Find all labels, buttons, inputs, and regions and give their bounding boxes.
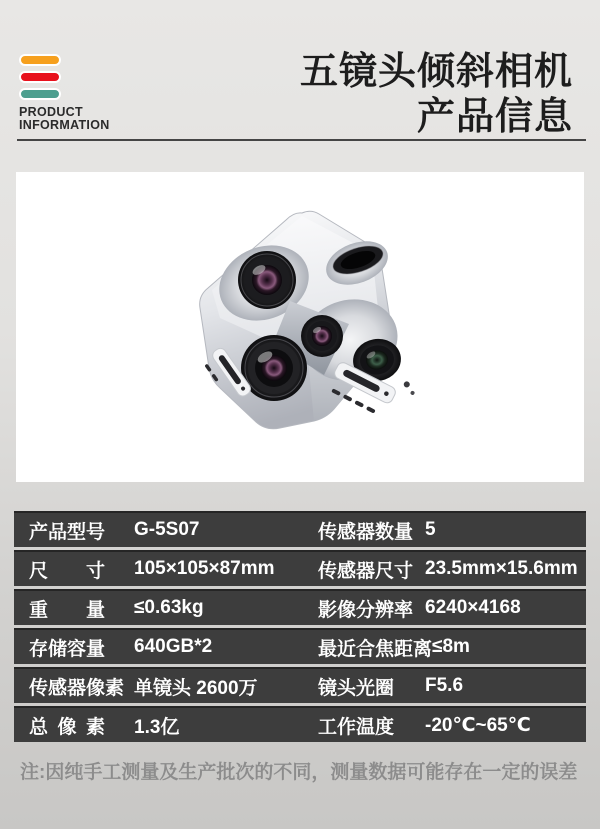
brand-text-line2: INFORMATION bbox=[19, 118, 110, 132]
brand-text-line1: PRODUCT bbox=[19, 105, 83, 119]
spec-value: 640GB*2 bbox=[134, 636, 213, 657]
spec-label: 影像分辨率 bbox=[318, 599, 414, 621]
spec-value: 105×105×87mm bbox=[134, 558, 275, 579]
spec-value: ≤8m bbox=[432, 636, 470, 657]
spec-value: 23.5mm×15.6mm bbox=[425, 558, 578, 579]
spec-row-size bbox=[14, 550, 586, 586]
logo-bar-teal bbox=[19, 88, 61, 100]
spec-value: 6240×4168 bbox=[425, 597, 521, 618]
product-panel bbox=[16, 172, 584, 482]
title-rule bbox=[17, 139, 586, 141]
spec-value: G-5S07 bbox=[134, 519, 200, 540]
logo-bar-red bbox=[19, 71, 61, 83]
camera-lens-bottom-left bbox=[241, 335, 307, 401]
camera-lens-upper-left bbox=[238, 251, 296, 309]
spec-label: 镜头光圈 bbox=[318, 677, 395, 699]
spec-value: 5 bbox=[425, 519, 436, 540]
spec-row-storage bbox=[14, 628, 586, 664]
logo-bar-orange bbox=[19, 54, 61, 66]
specs-table bbox=[14, 511, 586, 745]
product-image bbox=[172, 208, 428, 458]
spec-label: 存储容量 bbox=[29, 638, 106, 660]
spec-label: 最近合焦距离 bbox=[318, 638, 433, 660]
spec-row-model bbox=[14, 511, 586, 547]
brand-text bbox=[19, 106, 110, 132]
page-title-line2: 产品信息 bbox=[416, 96, 573, 138]
footnote: 注:因纯手工测量及生产批次的不同，测量数据可能存在一定的误差 bbox=[20, 762, 578, 783]
spec-value: -20℃~65℃ bbox=[425, 714, 531, 736]
brand-logo bbox=[19, 54, 110, 132]
spec-label: 尺寸 bbox=[29, 560, 105, 582]
spec-value: ≤0.63kg bbox=[134, 597, 204, 618]
spec-label: 工作温度 bbox=[318, 716, 395, 738]
spec-row-total-pixels bbox=[14, 706, 586, 742]
page-title-line1: 五镜头倾斜相机 bbox=[299, 51, 573, 93]
spec-label: 传感器数量 bbox=[318, 521, 414, 543]
spec-label: 传感器尺寸 bbox=[318, 560, 414, 582]
spec-value: F5.6 bbox=[425, 675, 464, 696]
spec-label: 产品型号 bbox=[29, 521, 106, 543]
spec-value: 单镜头 2600万 bbox=[134, 677, 258, 699]
spec-label: 传感器像素 bbox=[29, 677, 125, 699]
spec-label: 重量 bbox=[29, 599, 105, 621]
spec-value: 1.3亿 bbox=[134, 716, 180, 738]
spec-row-sensor-pixels bbox=[14, 667, 586, 703]
spec-row-weight bbox=[14, 589, 586, 625]
spec-label: 总像素 bbox=[29, 716, 105, 738]
camera-lens-center bbox=[301, 315, 343, 357]
page-title bbox=[300, 50, 573, 140]
